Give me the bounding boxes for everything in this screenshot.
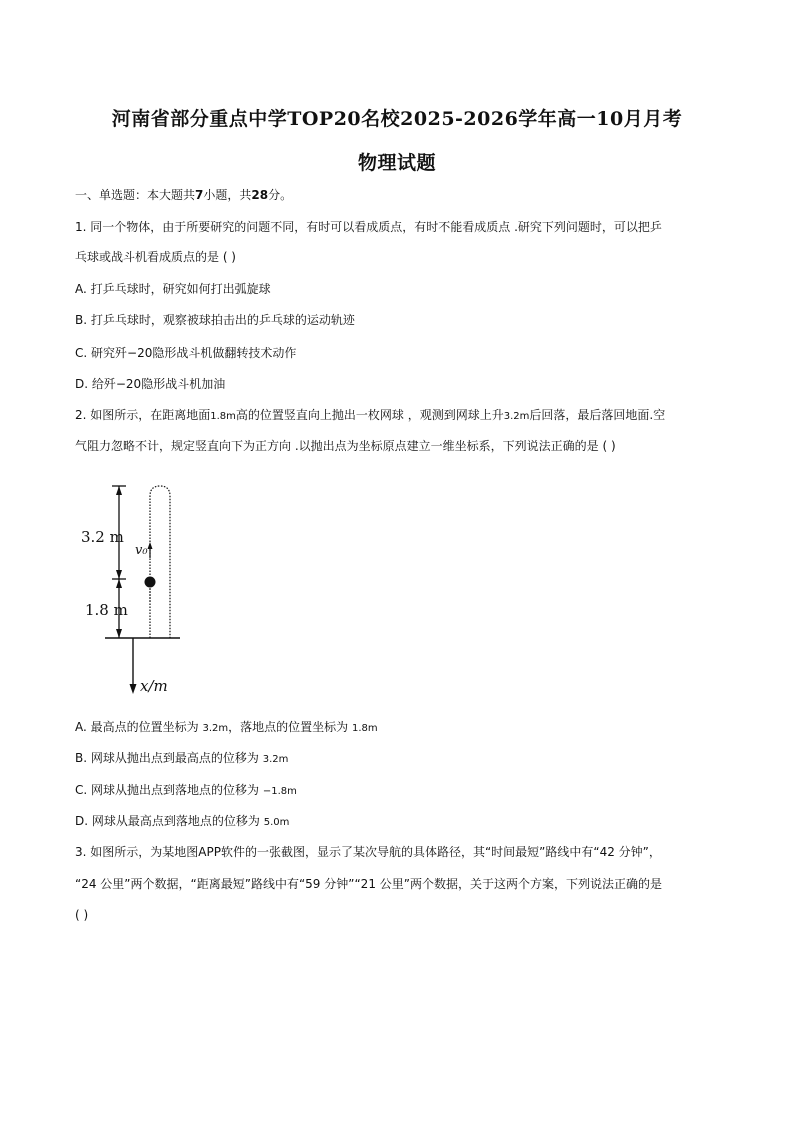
q3-stem-line3: ( ) <box>75 908 89 922</box>
q2-stem-line1 <box>75 407 725 425</box>
q3-stem-line2: “24 公里”两个数据，“距离最短”路线中有“59 分钟”“21 公里”两个数据，关于这两个方案，下列说法正确的是 <box>75 877 662 891</box>
ball-trajectory <box>150 486 170 638</box>
arrow-mid-up <box>116 579 122 588</box>
q2-option-d-value: 5.0m <box>263 817 290 828</box>
q2-rise-value: 3.2m <box>503 411 530 422</box>
q2-option-c-text: C. 网球从抛出点到落地点的位移为 <box>75 783 260 797</box>
section-heading-text-c: 分。 <box>268 188 293 202</box>
q2-option-c-value: −1.8m <box>262 786 297 797</box>
arrow-ground-down <box>116 629 122 638</box>
q2-option-b <box>75 750 725 768</box>
q1-option-d: D. 给歼−20隐形战斗机加油 <box>75 377 226 391</box>
section-heading-text-a: 一、单选题：本大题共 <box>75 188 196 202</box>
ball <box>145 577 156 588</box>
section-score: 28 <box>251 188 269 202</box>
q2-option-d <box>75 813 725 831</box>
q2-option-c <box>75 782 725 800</box>
q3-stem-line1: 3. 如图所示，为某地图APP软件的一张截图，显示了某次导航的具体路径，其“时间最短”路线中有“42 分钟”， <box>75 845 661 859</box>
q1-option-c: C. 研究歼−20隐形战斗机做翻转技术动作 <box>75 346 297 360</box>
label-3-2m: 3.2 m <box>81 528 124 546</box>
q2-option-a-value1: 3.2m <box>202 723 229 734</box>
arrow-mid-down <box>116 570 122 579</box>
q2-option-a <box>75 719 725 737</box>
label-1-8m: 1.8 m <box>85 601 128 619</box>
q2-stem-text-a: 2. 如图所示，在距离地面 <box>75 408 211 422</box>
section-question-count: 7 <box>195 188 204 202</box>
q2-option-b-value: 3.2m <box>262 754 289 765</box>
q2-option-a-text-b: ，落地点的位置坐标为 <box>228 720 349 734</box>
section-heading-text-b: 小题，共 <box>203 188 252 202</box>
exam-title: 河南省部分重点中学TOP20名校2025-2026学年高一10月月考 <box>111 108 683 130</box>
q1-stem-line2: 乓球或战斗机看成质点的是 ( ) <box>75 250 236 264</box>
v0-arrowhead <box>148 542 153 549</box>
q2-option-a-value2: 1.8m <box>351 723 378 734</box>
exam-subtitle: 物理试题 <box>357 152 436 174</box>
q1-stem-line1: 1. 同一个物体，由于所要研究的问题不同，有时可以看成质点，有时不能看成质点 .研究下列问题时，可以把乒 <box>75 220 662 234</box>
x-axis-arrowhead <box>130 684 137 694</box>
q2-stem-text-c: 后回落，最后落回地面.空 <box>529 408 666 422</box>
arrow-top-up <box>116 486 122 495</box>
q1-option-b: B. 打乒乓球时，观察被球拍击出的乒乓球的运动轨迹 <box>75 313 355 327</box>
q1-option-a: A. 打乒乓球时，研究如何打出弧旋球 <box>75 282 271 296</box>
q2-option-b-text: B. 网球从抛出点到最高点的位移为 <box>75 751 259 765</box>
q2-stem-text-b: 高的位置竖直向上抛出一枚网球 ，观测到网球上升 <box>235 408 504 422</box>
q2-height-value: 1.8m <box>210 411 236 422</box>
section-heading <box>75 187 725 203</box>
label-axis-x: x/m <box>140 677 168 695</box>
q2-option-d-text: D. 网球从最高点到落地点的位移为 <box>75 814 260 828</box>
label-v0: v₀ <box>135 543 148 558</box>
q2-stem-line2: 气阻力忽略不计，规定竖直向下为正方向 .以抛出点为坐标原点建立一维坐标系，下列说法正确的是 ( ) <box>75 439 616 453</box>
q2-option-a-text-a: A. 最高点的位置坐标为 <box>75 720 199 734</box>
q2-figure <box>80 478 210 700</box>
